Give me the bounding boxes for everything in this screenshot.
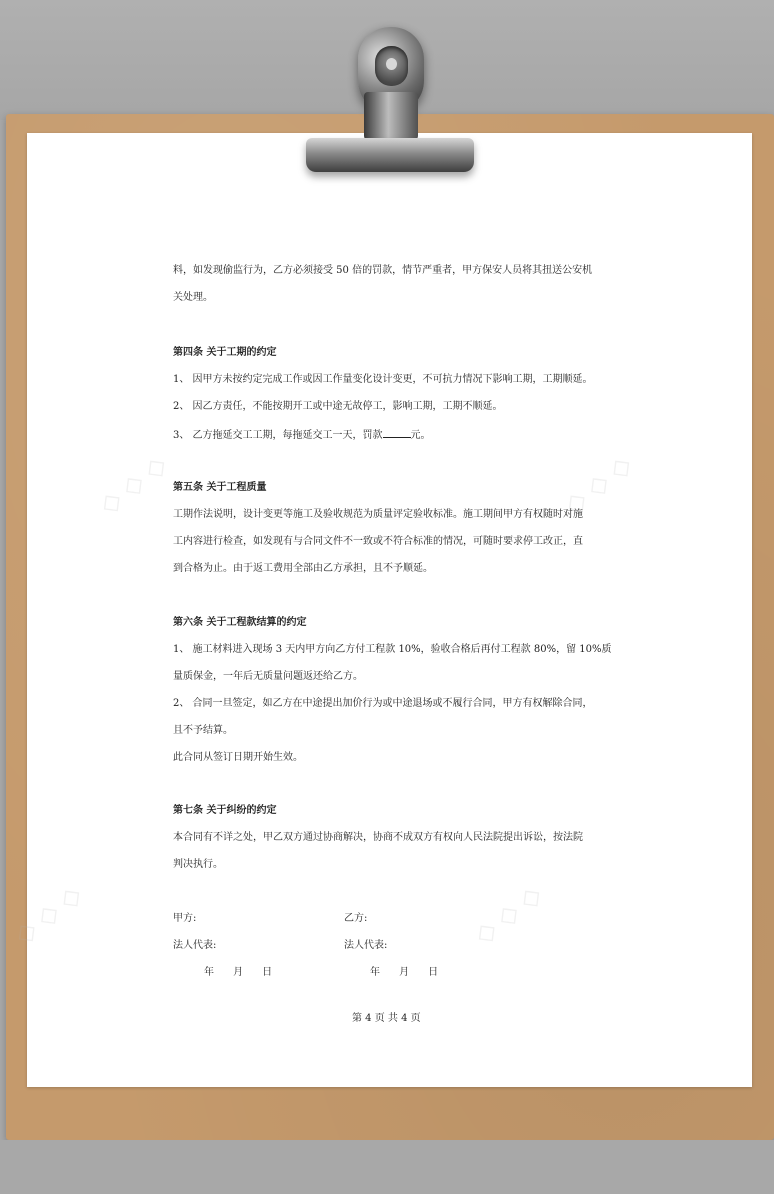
party-a-date: 年 月 日 (204, 967, 273, 978)
article-heading: 第四条 关于工期的约定 (173, 347, 277, 358)
clipboard-clip-icon (306, 138, 474, 172)
watermark-mark: ◇ ◇ ◇ (468, 879, 548, 951)
article-heading: 第五条 关于工程质量 (173, 482, 267, 493)
paragraph-line: 工内容进行检查，如发现有与合同文件不一致或不符合标准的情况，可随时要求停工改正，直 (173, 536, 583, 547)
paragraph-line: 2、 合同一旦签定，如乙方在中途提出加价行为或中途退场或不履行合同，甲方有权解除合同， (173, 698, 593, 709)
paragraph-line: 1、 施工材料进入现场 3 天内甲方向乙方付工程款 10%，验收合格后再付工程款 80%，留 10%质 (173, 644, 612, 655)
paragraph-line: 本合同有不详之处，甲乙双方通过协商解决，协商不成双方有权向人民法院提出诉讼，按法院 (173, 832, 583, 843)
paragraph-line: 料，如发现偷监行为，乙方必须接受 50 倍的罚款，情节严重者，甲方保安人员将其扭送公安机 (173, 265, 593, 276)
clip-center (386, 58, 397, 70)
party-a-rep-label: 法人代表: (173, 940, 217, 951)
article-heading: 第七条 关于纠纷的约定 (173, 805, 277, 816)
paragraph-line: 关处理。 (173, 292, 213, 303)
paragraph-line: 判决执行。 (173, 859, 223, 870)
background-bottom (0, 1140, 774, 1194)
article-heading: 第六条 关于工程款结算的约定 (173, 617, 307, 628)
list-item (173, 428, 431, 442)
party-b-rep-label: 法人代表: (344, 940, 388, 951)
watermark-mark: ◇ ◇ ◇ (558, 449, 638, 521)
paragraph-line: 且不予结算。 (173, 725, 233, 736)
list-item-text: 3、 乙方拖延交工工期，每拖延交工一天，罚款 (173, 430, 383, 441)
clip-neck (364, 92, 418, 140)
watermark-mark: ◇ ◇ ◇ (8, 879, 88, 951)
paragraph-line: 此合同从签订日期开始生效。 (173, 752, 303, 763)
page-number: 第 4 页 共 4 页 (352, 1013, 421, 1024)
watermark-mark: ◇ ◇ ◇ (93, 449, 173, 521)
party-a-label: 甲方: (173, 913, 197, 924)
list-item-text: 元。 (410, 430, 431, 441)
list-item: 1、 因甲方未按约定完成工作或因工作量变化设计变更，不可抗力情况下影响工期，工期顺延。 (173, 374, 593, 385)
party-b-date: 年 月 日 (370, 967, 439, 978)
paragraph-line: 到合格为止。由于返工费用全部由乙方承担，且不予顺延。 (173, 563, 433, 574)
paragraph-line: 工期作法说明，设计变更等施工及验收规范为质量评定验收标准。施工期间甲方有权随时对施 (173, 509, 583, 520)
list-item: 2、 因乙方责任，不能按期开工或中途无故停工，影响工期，工期不顺延。 (173, 401, 503, 412)
fill-blank (383, 428, 411, 438)
paragraph-line: 量质保金，一年后无质量问题返还给乙方。 (173, 671, 363, 682)
party-b-label: 乙方: (344, 913, 368, 924)
